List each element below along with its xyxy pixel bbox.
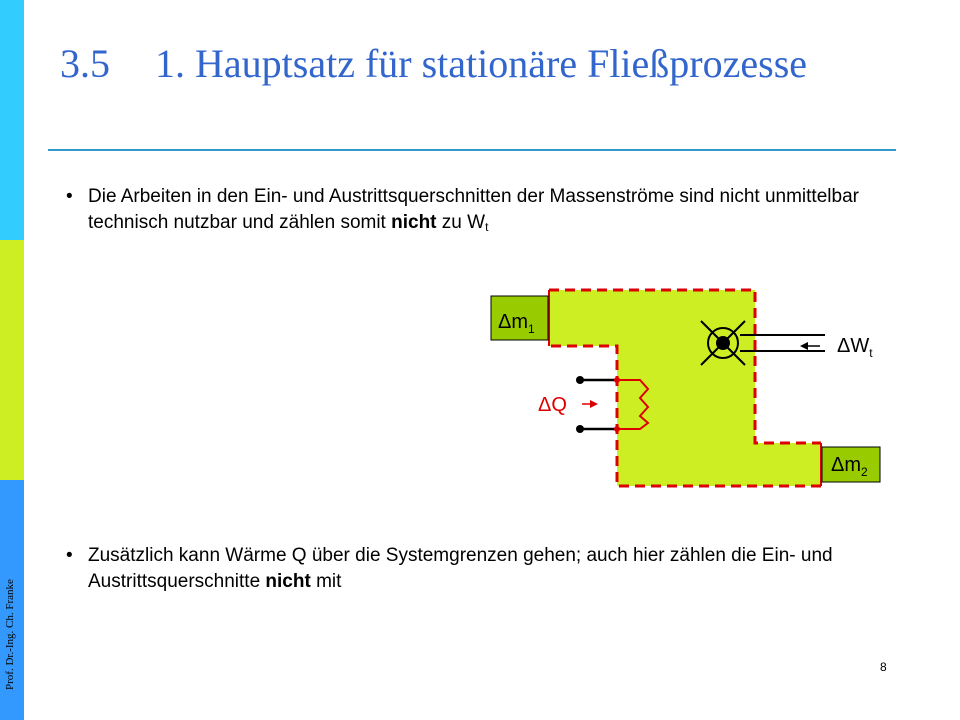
author-credit [0,540,24,690]
subscript: t [485,220,489,234]
bullet-text-part: Zusätzlich kann Wärme Q über die Systemgrenzen gehen; auch hier zählen die Ein- und Austrittsquerschnitte [88,545,833,592]
heat-arrow [582,400,598,408]
dwt-label: $\Delta W_t$ [837,335,873,360]
dm2-label: $\Delta m_2$ [831,454,868,479]
bullet-marker: • [66,186,73,207]
bullet-bold-word: nicht [265,571,311,592]
bullet-text-part: zu W [436,212,486,233]
dq-label: ΔQ [538,394,567,416]
bullet-bold-word: nicht [391,212,437,233]
page-number: 8 [880,660,887,674]
bullet-marker: • [66,545,73,566]
bullet-text-part: mit [310,571,342,592]
bullet-text-part: Die Arbeiten in den Ein- und Austrittsquerschnitten der Massenströme sind nicht unmittelbar technisch nutzbar und zählen somit [88,186,859,233]
title-text: 1. Hauptsatz für stationäre Fließprozesse [155,41,808,86]
section-number: 3.5 [60,41,110,86]
work-arrow [800,342,820,350]
system-area [549,290,821,486]
dm1-label: $\Delta m_1$ [498,311,535,336]
author-text: Prof. Dr.-Ing. Ch. Franke [4,579,16,690]
bullet-item-2 [66,543,896,595]
bullet-text [88,543,896,595]
